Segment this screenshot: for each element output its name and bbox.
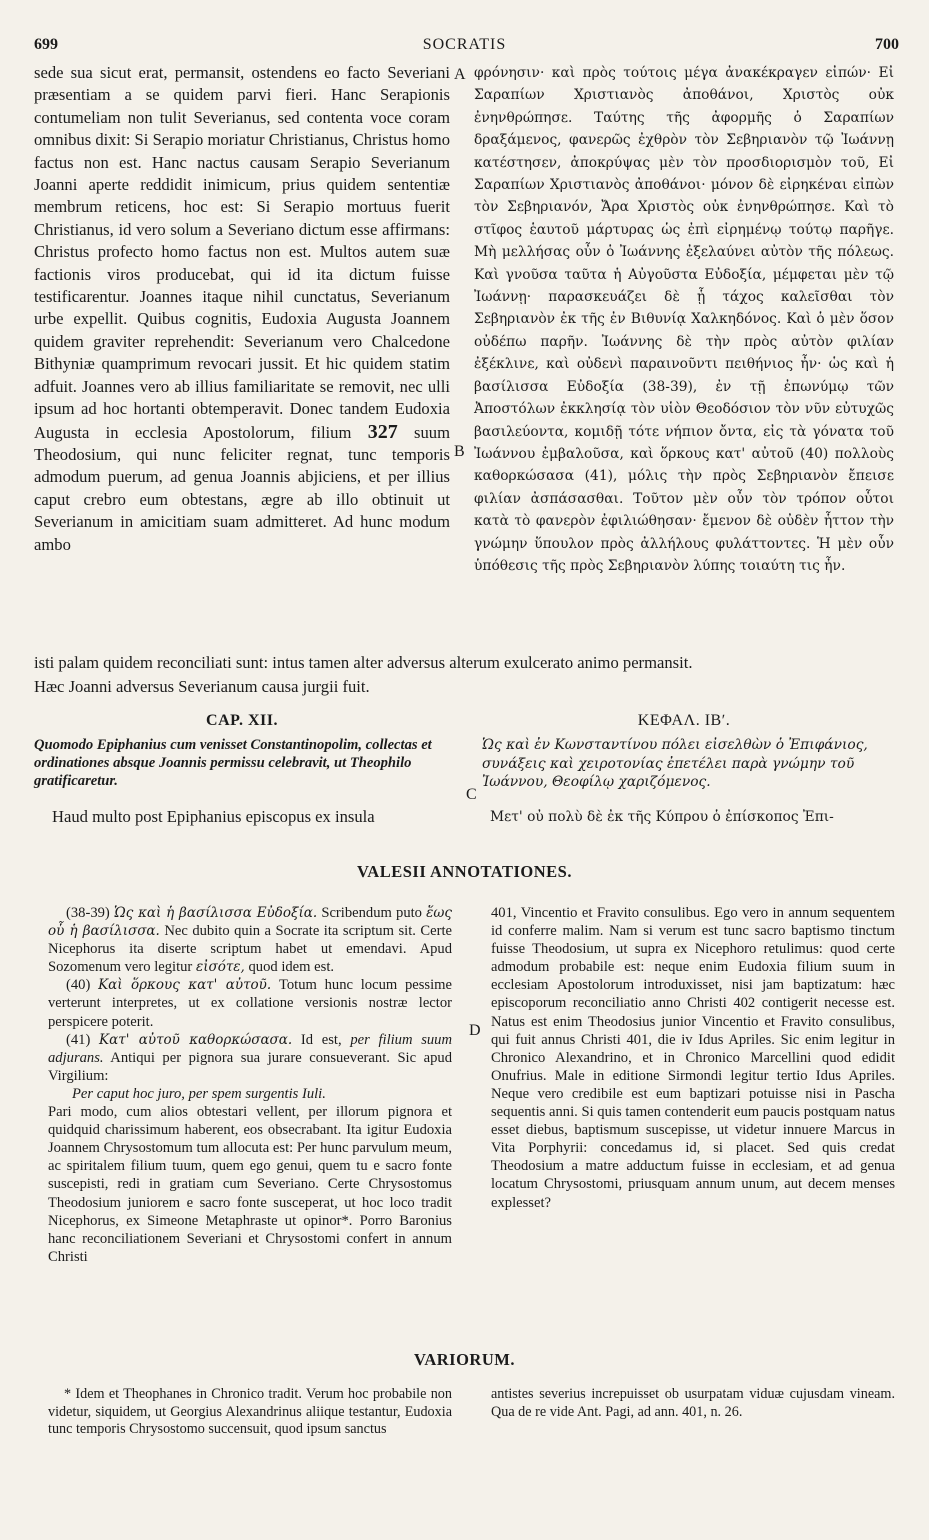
annotation-lemma: Κατ' αὐτοῦ καθορκώσασα.	[99, 1031, 293, 1048]
annotation-40: (40) Καὶ ὅρκους κατ' αὐτοῦ. Totum hunc locum pessime verterunt interpretes, ut ex collatione versionis nostræ lector perspicere poterit.	[48, 977, 452, 1030]
latin-chapter-start: Haud multo post Epiphanius episcopus ex insula	[52, 807, 375, 826]
annotations-left-column	[48, 904, 452, 1266]
variorum-title: VARIORUM.	[414, 1350, 515, 1369]
latin-text-column	[34, 62, 450, 556]
margin-letter-d: D	[469, 1022, 481, 1039]
page-number-right: 700	[875, 36, 899, 53]
annotation-41: (41) Κατ' αὐτοῦ καθορκώσασα. Id est, per filium suum adjurans. Antiqui per pignora sua jurare consueverant. Sic apud Virgilium:	[48, 1031, 453, 1084]
column-number: 327	[367, 420, 398, 443]
variorum-left: * Idem et Theophanes in Chronico tradit. Verum hoc probabile non videtur, siquidem, ut Georgius Alexandrinus aliique testantur, Eudoxia tunc temporis Chrysostomo succensuit, quod ipsum sanctus	[48, 1386, 452, 1438]
annotation-38-39: (38-39) Ὡς καὶ ἡ βασίλισσα Εὐδοξία. Scribendum puto ἕως οὗ ἡ βασίλισσα. Nec dubito quin a Socrate ita scriptum sit. Certe Nicephorus ita diserte scriptum habet ut emendavi. Apud Sozomenum vero legitur εἰσότε, quod idem est.	[48, 905, 452, 976]
greek-chapter-summary: Ὡς καὶ ἐν Κωνσταντίνου πόλει εἰσελθὼν ὁ Ἐπιφάνιος, συνάξεις καὶ χειροτονίας ἐπετέλει παρὰ γνώμην τοῦ Ἰωάννου, Θεοφίλῳ χαριζόμενος.	[482, 737, 868, 790]
latin-chapter-summary: Quomodo Epiphanius cum venisset Constantinopolim, collectas et ordinationes absque Joannis permissu celebravit, ut Theophilo gratificaretur.	[34, 737, 432, 789]
annotation-lemma: Καὶ ὅρκους κατ' αὐτοῦ.	[98, 977, 272, 994]
running-title: SOCRATIS	[422, 36, 507, 53]
latin-text-part-2: suum Theodosium, qui nunc feliciter regnat, tunc temporis admodum puerum, ad genua Joannis abjiciens, et per illius caput crebro eum obtestans, ægre ab illo obtinuit ut Severianum in amicitiam suam admitteret. Ad hunc modum ambo	[34, 422, 450, 554]
margin-letter-c: C	[466, 786, 477, 803]
page-number-left: 699	[34, 36, 58, 53]
variorum-right: antistes severius increpuisset ob usurpatam viduæ cujusdam vineam. Qua de re vide Ant. Pagi, ad ann. 401, n. 26.	[491, 1386, 895, 1420]
latin-chapter-title: CAP. XII.	[206, 712, 278, 729]
annotation-label: (40)	[66, 977, 91, 994]
annotations-title: VALESII ANNOTATIONES.	[357, 862, 572, 881]
latin-last-line: Hæc Joanni adversus Severianum causa jurgii fuit.	[34, 677, 370, 696]
annotation-label: (38-39)	[66, 905, 110, 921]
annotation-lemma: Ὡς καὶ ἡ βασίλισσα Εὐδοξία.	[113, 905, 318, 921]
annotations-right-column: 401, Vincentio et Fravito consulibus. Ego vero in annum sequentem id conferre malim. Nam si verum est tunc sacro baptismo tinctum fuisse Theodosium, ut supra ex Nicephoro retulimus: quod certe admodum probabile est: neque enim Eudoxia filium suum in ecclesiam Apostolorum introduxisset, nisi jam baptizatum: hæc episcoporum reconciliatio anno Christi 402 contigerit necesse est. Natus est enim Theodosius junior Vincentio et Fravito consulibus, qui fuit annus Christi 401, die iv Idus Apriles. Sic enim legitur in Chronico Alexandrino, et in Chronico Marcellini quod edidit Onufrius. Male in editione Sirmondi legitur tertio Idus Apriles. Neque vero credibile est eum baptizari potuisse nisi in Pascha sequentis anni. Si quis tamen contenderit eum paucis postquam natus esset diebus, baptismum suscepisse, ut videtur innuere Marcus in Vita Porphyrii: concedamus id, si placet. Sed quis credat Theodosium a matre adductum fuisse in ecclesiam, et ad genua locatum Chrysostomi, priusquam annum unum, aut decem menses explesset?	[491, 905, 895, 1211]
greek-text-column: φρόνησιν· καὶ πρὸς τούτοις μέγα ἀνακέκραγεν εἰπών· Εἰ Σαραπίων Χριστιανὸς ἀποθάνοι, Χριστὸς οὐκ ἐνηνθρώπησε. Ταύτης τῆς ἀφορμῆς ὁ Σαραπίων δραξάμενος, φανερῶς ἐχθρὸν τὸν Σεβηριανὸν τῷ Ἰωάννῃ κατέστησεν, ἀποκρύψας μὲν τὸν προσδιορισμὸν τοῦ, Εἰ Σαραπίων Χριστιανὸς ἀποθάνοι· μόνον δὲ εἰρηκέναι εἰπὼν τὸν Σεβηριανόν, Ἄρα Χριστὸς οὐκ ἐνηνθρώπησε. Καὶ τὸ στῖφος ἑαυτοῦ μάρτυρας ὡς ἐπὶ εἰρημένῳ τούτῳ παρῆγε. Μὴ μελλήσας οὖν ὁ Ἰωάννης ἐξελαύνει αὐτὸν τῆς πόλεως. Καὶ γνοῦσα ταῦτα ἡ Αὐγοῦστα Εὐδοξία, μέμφεται μὲν τῷ Ἰωάννῃ· παρασκευάζει δὲ ᾗ τάχος καλεῖσθαι τὸν Σεβηριανὸν ἐκ τῆς ἐν Βιθυνίᾳ Χαλκηδόνος. Καὶ ὁ μὲν ὅσον οὐδέπω παρῆν. Ἰωάννης δὲ τὴν πρὸς αὐτὸν φιλίαν ἐξέκλινε, καὶ οὐδενὶ παραινοῦντι πειθήνιος ἦν· ὡς καὶ ἡ βασίλισσα Εὐδοξία (38-39), ἐν τῇ ἐπωνύμῳ τῶν Ἀποστόλων ἐκκλησίᾳ τὸν υἱὸν Θεοδόσιον τὸν νῦν εὐτυχῶς βασιλεύοντα, κομιδῇ τότε νήπιον ὄντα, εἰς τὰ γόνατα τοῦ Ἰωάννου ἐμβαλοῦσα, καὶ ὅρκους κατ' αὐτοῦ (40) πολλοὺς καθορκώσασα (41), μόλις τὴν πρὸς Σεβηριανὸν ἔπεισε φιλίαν ἀσπάσασθαι. Τοῦτον μὲν οὖν τὸν τρόπον οὗτοι κατὰ τὸ φανερὸν ἐφιλιώθησαν· ἔμενον δὲ οὐδὲν ἧττον τὴν γνώμην ὕπουλον πρὸς ἀλλήλους φυλάττοντες. Ἡ μὲν οὖν ὑπόθεσις τῆς πρὸς Σεβηριανὸν λύπης τοιαύτη τις ἦν.	[474, 65, 894, 574]
margin-letter-a: A	[454, 66, 466, 83]
margin-letter-b: B	[454, 443, 465, 460]
verse-quotation: Per caput hoc juro, per spem surgentis Iuli.	[72, 1085, 326, 1102]
greek-chapter-start: Μετ' οὐ πολὺ δὲ ἐκ τῆς Κύπρου ὁ ἐπίσκοπος Ἐπι-	[490, 809, 834, 825]
latin-wide-line: isti palam quidem reconciliati sunt: intus tamen alter adversus alterum exulcerato animo permansit.	[34, 653, 693, 672]
annotation-label: (41)	[66, 1031, 91, 1048]
greek-chapter-title: ΚΕΦΑΛ. ΙΒʹ.	[637, 712, 731, 729]
latin-text-part-1: sede sua sicut erat, permansit, ostendens eo facto Severiani præsentiam a se quidem parvi fieri. Hanc Serapionis contumeliam non tulit Severianus, sed contenta voce coram omnibus dixit: Si Serapio moriatur Christianus, Christus homo factus non est. Hanc nactus causam Serapio Severianum Joanni aperte reddidit inimicum, prius quidem sententiæ membrum reticens, hoc est: Si Serapio mortuus fuerit Christianus, id vero solum a Severiano dictum esse affirmans: Christus profecto homo factus non est. Multos autem suæ factionis viros producebat, qui id ita dictum fuisse testificarentur. Joannes itaque nihil cunctatus, Severianum urbe expellit. Quibus cognitis, Eudoxia Augusta Joannem quidem graviter reprehendit: Severianum vero Chalcedone Bithyniæ quamprimum revocari jussit. Et hic quidem statim adfuit. Joannes vero ab illius familiaritate se removit, nec ulli ipsum ad hoc hortanti obtemperavit. Donec tandem Eudoxia Augusta in ecclesia Apostolorum, filium	[34, 63, 450, 442]
annotation-41-continued: Pari modo, cum alios obtestari vellent, per illorum pignora et quidquid charissimum haberent, eos obsecrabant. Ita igitur Eudoxia Joannem Chrysostomum tum allocuta est: Per hunc parvulum meum, ac spiritalem filium tuum, quem ego genui, quem tu e sacro fonte suscepisti, redi in gratiam cum Severiano. Certe Chrysostomus Theodosium juniorem e sacro fonte susceperat, ut hoc loco tradit Nicephorus, ex Simeone Metaphraste ut opinor*. Porro Baronius hanc reconciliationem Severiani et Chrysostomi confert in annum Christi	[48, 1104, 452, 1265]
